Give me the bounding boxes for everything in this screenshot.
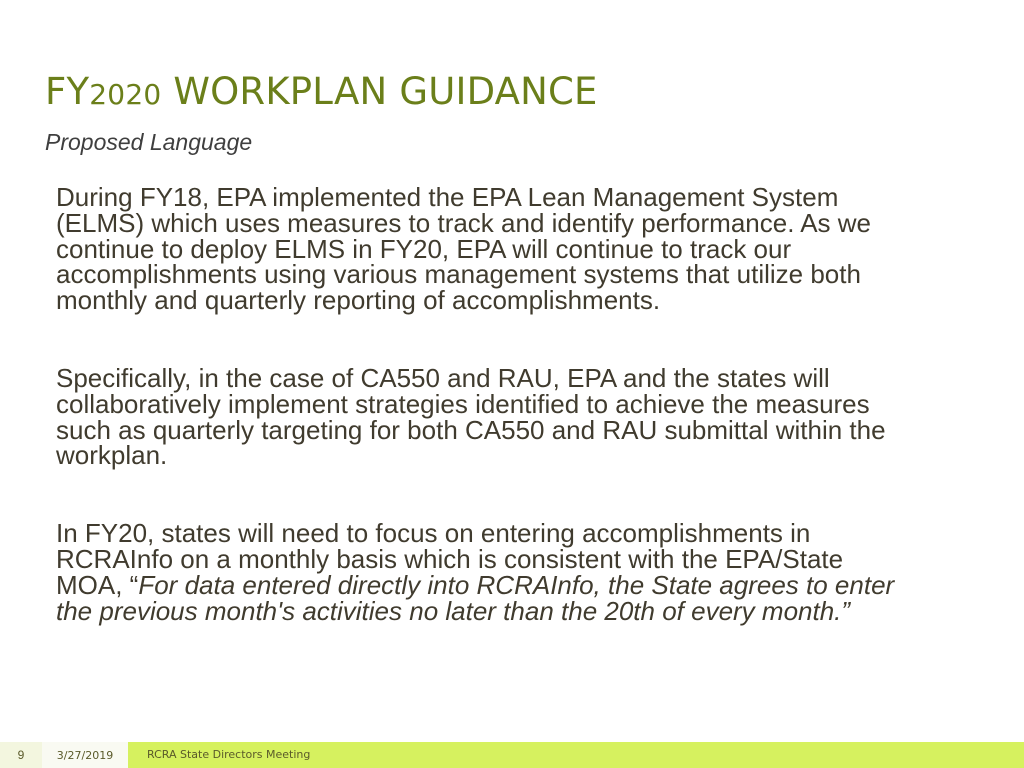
paragraph-elms: During FY18, EPA implemented the EPA Lean Management System (ELMS) which uses measures to track and identify performance. As we continue to deploy ELMS in FY20, EPA will continue to track our accomplishments using various management systems that utilize both monthly and quarterly reporting of accomplishments. (56, 182, 872, 316)
paragraph-ca550-rau: Specifically, in the case of CA550 and RAU, EPA and the states will collaboratively implement strategies identified to achieve the measures such as quarterly targeting for both CA550 and RAU submittal within the workplan. (56, 362, 886, 471)
slide-number: 9 (0, 742, 42, 768)
title-prefix: FY (45, 70, 90, 113)
title-year: 2020 (89, 78, 162, 111)
title-main: WORKPLAN GUIDANCE (161, 70, 598, 113)
footer-bar (0, 742, 1024, 768)
moa-quote: For data entered directly into RCRAInfo, the State agrees to enter the previous month's activities no later than the 20th of every month.” (56, 569, 895, 626)
footer-date: 3/27/2019 (42, 742, 128, 768)
footer-meeting-name: RCRA State Directors Meeting (147, 748, 311, 761)
paragraph-fy20 (56, 518, 916, 626)
slide-title (45, 70, 598, 113)
slide-body (56, 182, 916, 626)
slide-subtitle: Proposed Language (45, 129, 253, 155)
paragraph-fy20-lead: In FY20, states will need to focus on entering accomplishments in RCRAInfo on a monthly basis which is consistent with the EPA/State MOA, “ (56, 518, 844, 600)
